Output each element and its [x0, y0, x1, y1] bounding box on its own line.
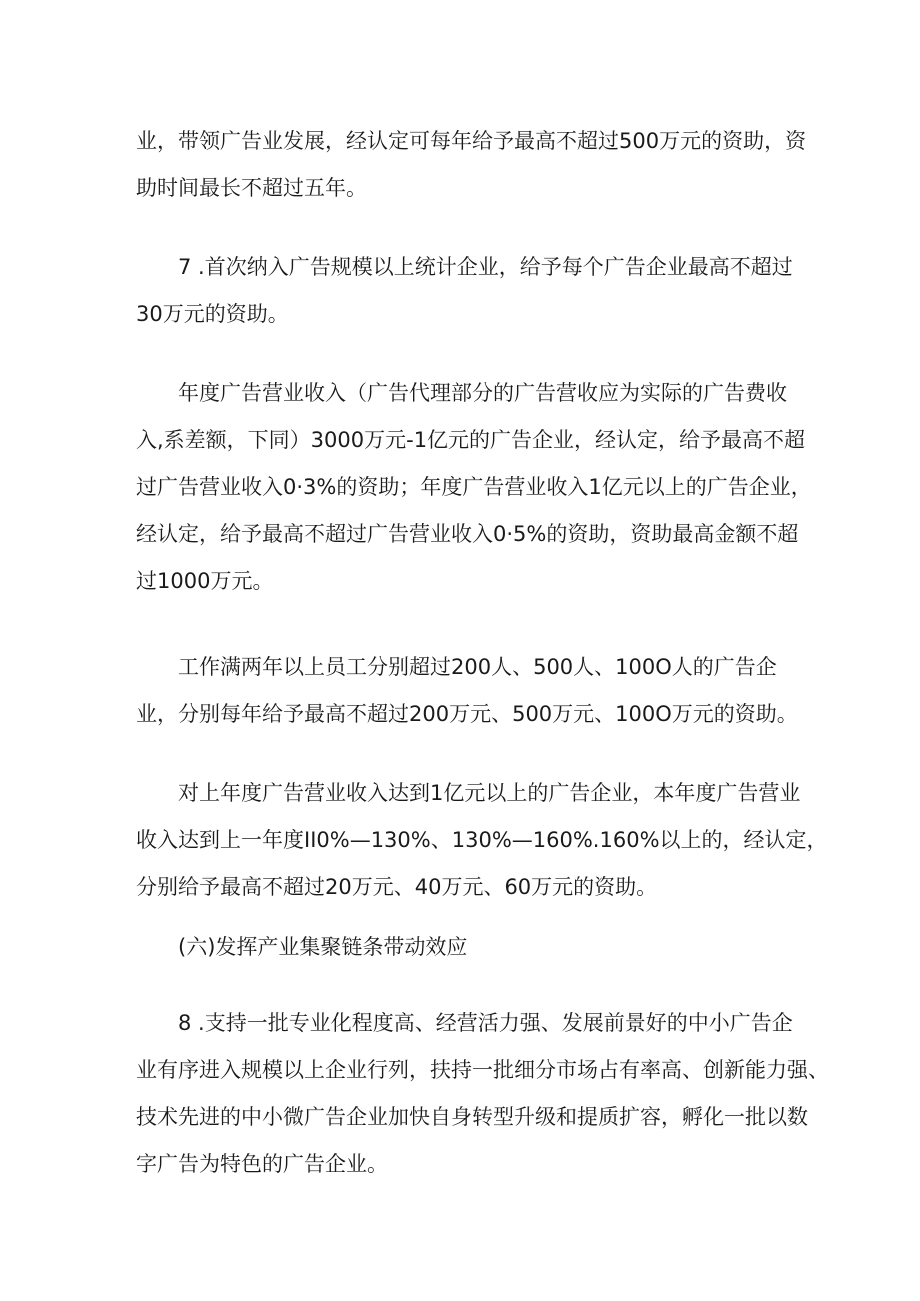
paragraph-revenue-subsidy: [136, 370, 812, 605]
paragraph-line: 工作满两年以上员工分别超过200人、500人、100O人的广告企: [178, 655, 777, 679]
paragraph-line: 年度广告营业收入（广告代理部分的广告营收应为实际的广告费收: [178, 381, 787, 405]
paragraph-line: 业有序进入规模以上企业行列，扶持一批细分市场占有率高、创新能力强、: [136, 1058, 829, 1082]
paragraph-line: 分别给予最高不超过20万元、40万元、60万元的资助。: [136, 875, 658, 899]
paragraph-continued-support: [136, 118, 807, 212]
paragraph-employee-subsidy: [136, 644, 796, 738]
paragraph-line: 收入达到上一年度II0%—130%、130%—160%.160%以上的，经认定，: [136, 828, 828, 852]
paragraph-line: 过1000万元。: [136, 569, 274, 593]
paragraph-line: 8 .支持一批专业化程度高、经营活力强、发展前景好的中小广告企: [178, 1011, 793, 1035]
paragraph-line: 入,系差额，下同）3000万元-1亿元的广告企业，经认定，给予最高不超: [136, 428, 806, 452]
paragraph-line: 对上年度广告营业收入达到1亿元以上的广告企业，本年度广告营业: [178, 781, 801, 805]
paragraph-line: 业，分别每年给予最高不超过200万元、500万元、100O万元的资助。: [136, 702, 798, 726]
paragraph-line: 30万元的资助。: [136, 302, 289, 326]
section-heading: (六)发挥产业集聚链条带动效应: [178, 935, 468, 959]
paragraph-item-8: [136, 1000, 829, 1188]
paragraph-line: 助时间最长不超过五年。: [136, 176, 367, 200]
paragraph-line: 技术先进的中小微广告企业加快自身转型升级和提质扩容，孵化一批以数: [136, 1105, 808, 1129]
paragraph-growth-subsidy: [136, 770, 828, 911]
paragraph-line: 过广告营业收入0·3%的资助；年度广告营业收入1亿元以上的广告企业，: [136, 475, 812, 499]
section-heading-6: [136, 924, 796, 971]
paragraph-item-7: [136, 244, 796, 338]
paragraph-line: 经认定，给予最高不超过广告营业收入0·5%的资助，资助最高金额不超: [136, 522, 799, 546]
paragraph-line: 7 .首次纳入广告规模以上统计企业，给予每个广告企业最高不超过: [178, 255, 793, 279]
paragraph-line: 字广告为特色的广告企业。: [136, 1152, 388, 1176]
paragraph-line: 业，带领广告业发展，经认定可每年给予最高不超过500万元的资助，资: [136, 129, 807, 153]
